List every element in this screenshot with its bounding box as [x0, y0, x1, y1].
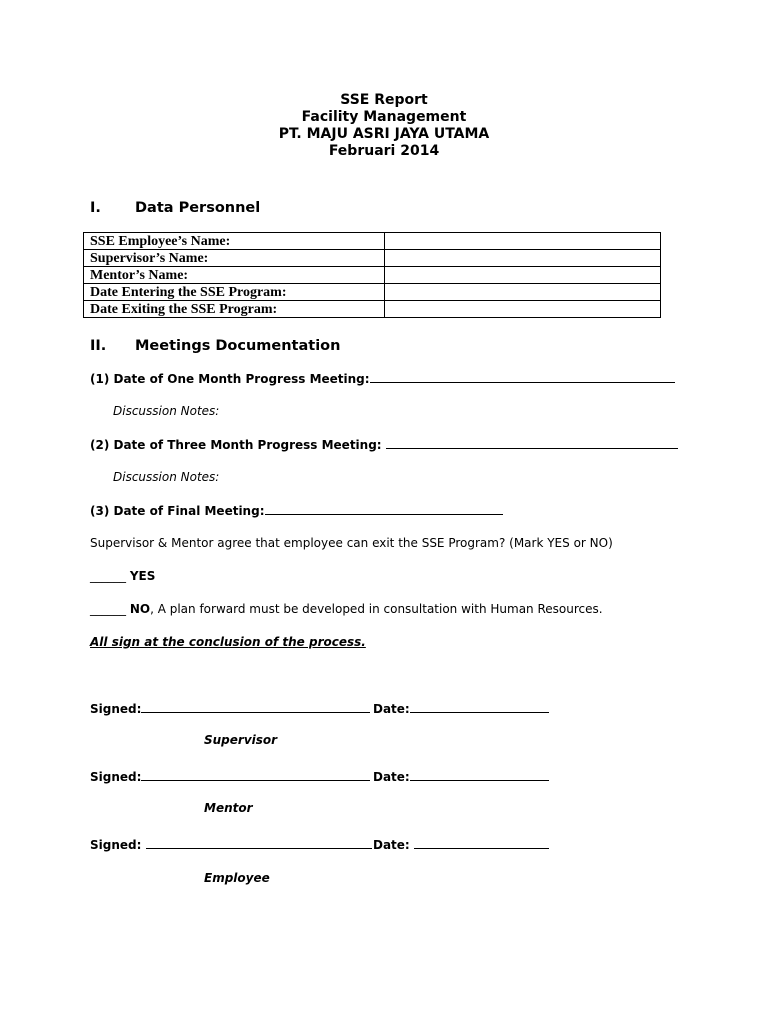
signature-row-supervisor	[90, 700, 690, 716]
yes-option[interactable]	[90, 568, 155, 584]
no-explanation: , A plan forward must be developed in consultation with Human Resources.	[150, 602, 603, 616]
signature-row-mentor	[90, 768, 690, 784]
mentor-name-field[interactable]	[384, 267, 660, 284]
conclusion-note: All sign at the conclusion of the process.	[90, 635, 366, 649]
report-date: Februari 2014	[328, 143, 440, 159]
supervisor-name-field[interactable]	[384, 250, 660, 267]
role-supervisor: Supervisor	[204, 733, 278, 747]
table-row	[84, 301, 661, 318]
signed-label: Signed:	[90, 770, 142, 784]
date-exiting-label: Date Exiting the SSE Program:	[84, 301, 385, 318]
date-label: Date:	[373, 770, 410, 784]
report-header	[0, 92, 768, 160]
table-row	[84, 267, 661, 284]
mentor-date-field[interactable]	[410, 768, 549, 781]
date-label: Date:	[373, 838, 414, 852]
meeting-2-line	[90, 436, 678, 453]
mentor-name-label: Mentor’s Name:	[84, 267, 385, 284]
no-mark-field[interactable]: ______	[90, 602, 130, 616]
report-title: SSE Report	[340, 92, 428, 108]
employee-name-label: SSE Employee’s Name:	[84, 233, 385, 250]
supervisor-date-field[interactable]	[410, 700, 549, 713]
section-number: II.	[90, 338, 107, 354]
discussion-notes-2: Discussion Notes:	[113, 470, 220, 484]
department-name: Facility Management	[301, 109, 467, 125]
section-title: Meetings Documentation	[135, 338, 341, 354]
section-number: I.	[90, 200, 101, 216]
section-meetings-documentation	[90, 337, 340, 355]
role-mentor: Mentor	[204, 801, 253, 815]
employee-date-field[interactable]	[414, 836, 549, 849]
signed-label: Signed:	[90, 702, 142, 716]
table-row	[84, 233, 661, 250]
meeting-2-label: (2) Date of Three Month Progress Meeting:	[90, 438, 386, 452]
employee-signature-field[interactable]	[146, 836, 372, 849]
yes-label: YES	[129, 569, 156, 583]
role-employee: Employee	[204, 871, 270, 885]
section-title: Data Personnel	[135, 200, 261, 216]
mentor-signature-field[interactable]	[141, 768, 370, 781]
no-option[interactable]	[90, 601, 603, 617]
date-entering-field[interactable]	[384, 284, 660, 301]
yes-mark-field[interactable]: ______	[90, 569, 130, 583]
employee-name-field[interactable]	[384, 233, 660, 250]
meeting-3-line	[90, 502, 503, 519]
date-entering-label: Date Entering the SSE Program:	[84, 284, 385, 301]
table-row	[84, 250, 661, 267]
signed-label: Signed:	[90, 838, 146, 852]
agreement-question: Supervisor & Mentor agree that employee can exit the SSE Program? (Mark YES or NO)	[90, 536, 613, 550]
signature-row-employee	[90, 836, 690, 852]
meeting-1-date-field[interactable]	[370, 370, 675, 383]
personnel-table	[83, 232, 661, 318]
meeting-3-label: (3) Date of Final Meeting:	[90, 504, 265, 518]
date-label: Date:	[373, 702, 410, 716]
supervisor-name-label: Supervisor’s Name:	[84, 250, 385, 267]
discussion-notes-1: Discussion Notes:	[113, 404, 220, 418]
date-exiting-field[interactable]	[384, 301, 660, 318]
section-data-personnel	[90, 199, 260, 217]
meeting-1-line	[90, 370, 675, 387]
table-row	[84, 284, 661, 301]
meeting-3-date-field[interactable]	[265, 502, 503, 515]
meeting-2-date-field[interactable]	[386, 436, 678, 449]
meeting-1-label: (1) Date of One Month Progress Meeting:	[90, 372, 370, 386]
supervisor-signature-field[interactable]	[141, 700, 370, 713]
no-label: NO	[129, 602, 151, 616]
company-name: PT. MAJU ASRI JAYA UTAMA	[278, 126, 490, 142]
